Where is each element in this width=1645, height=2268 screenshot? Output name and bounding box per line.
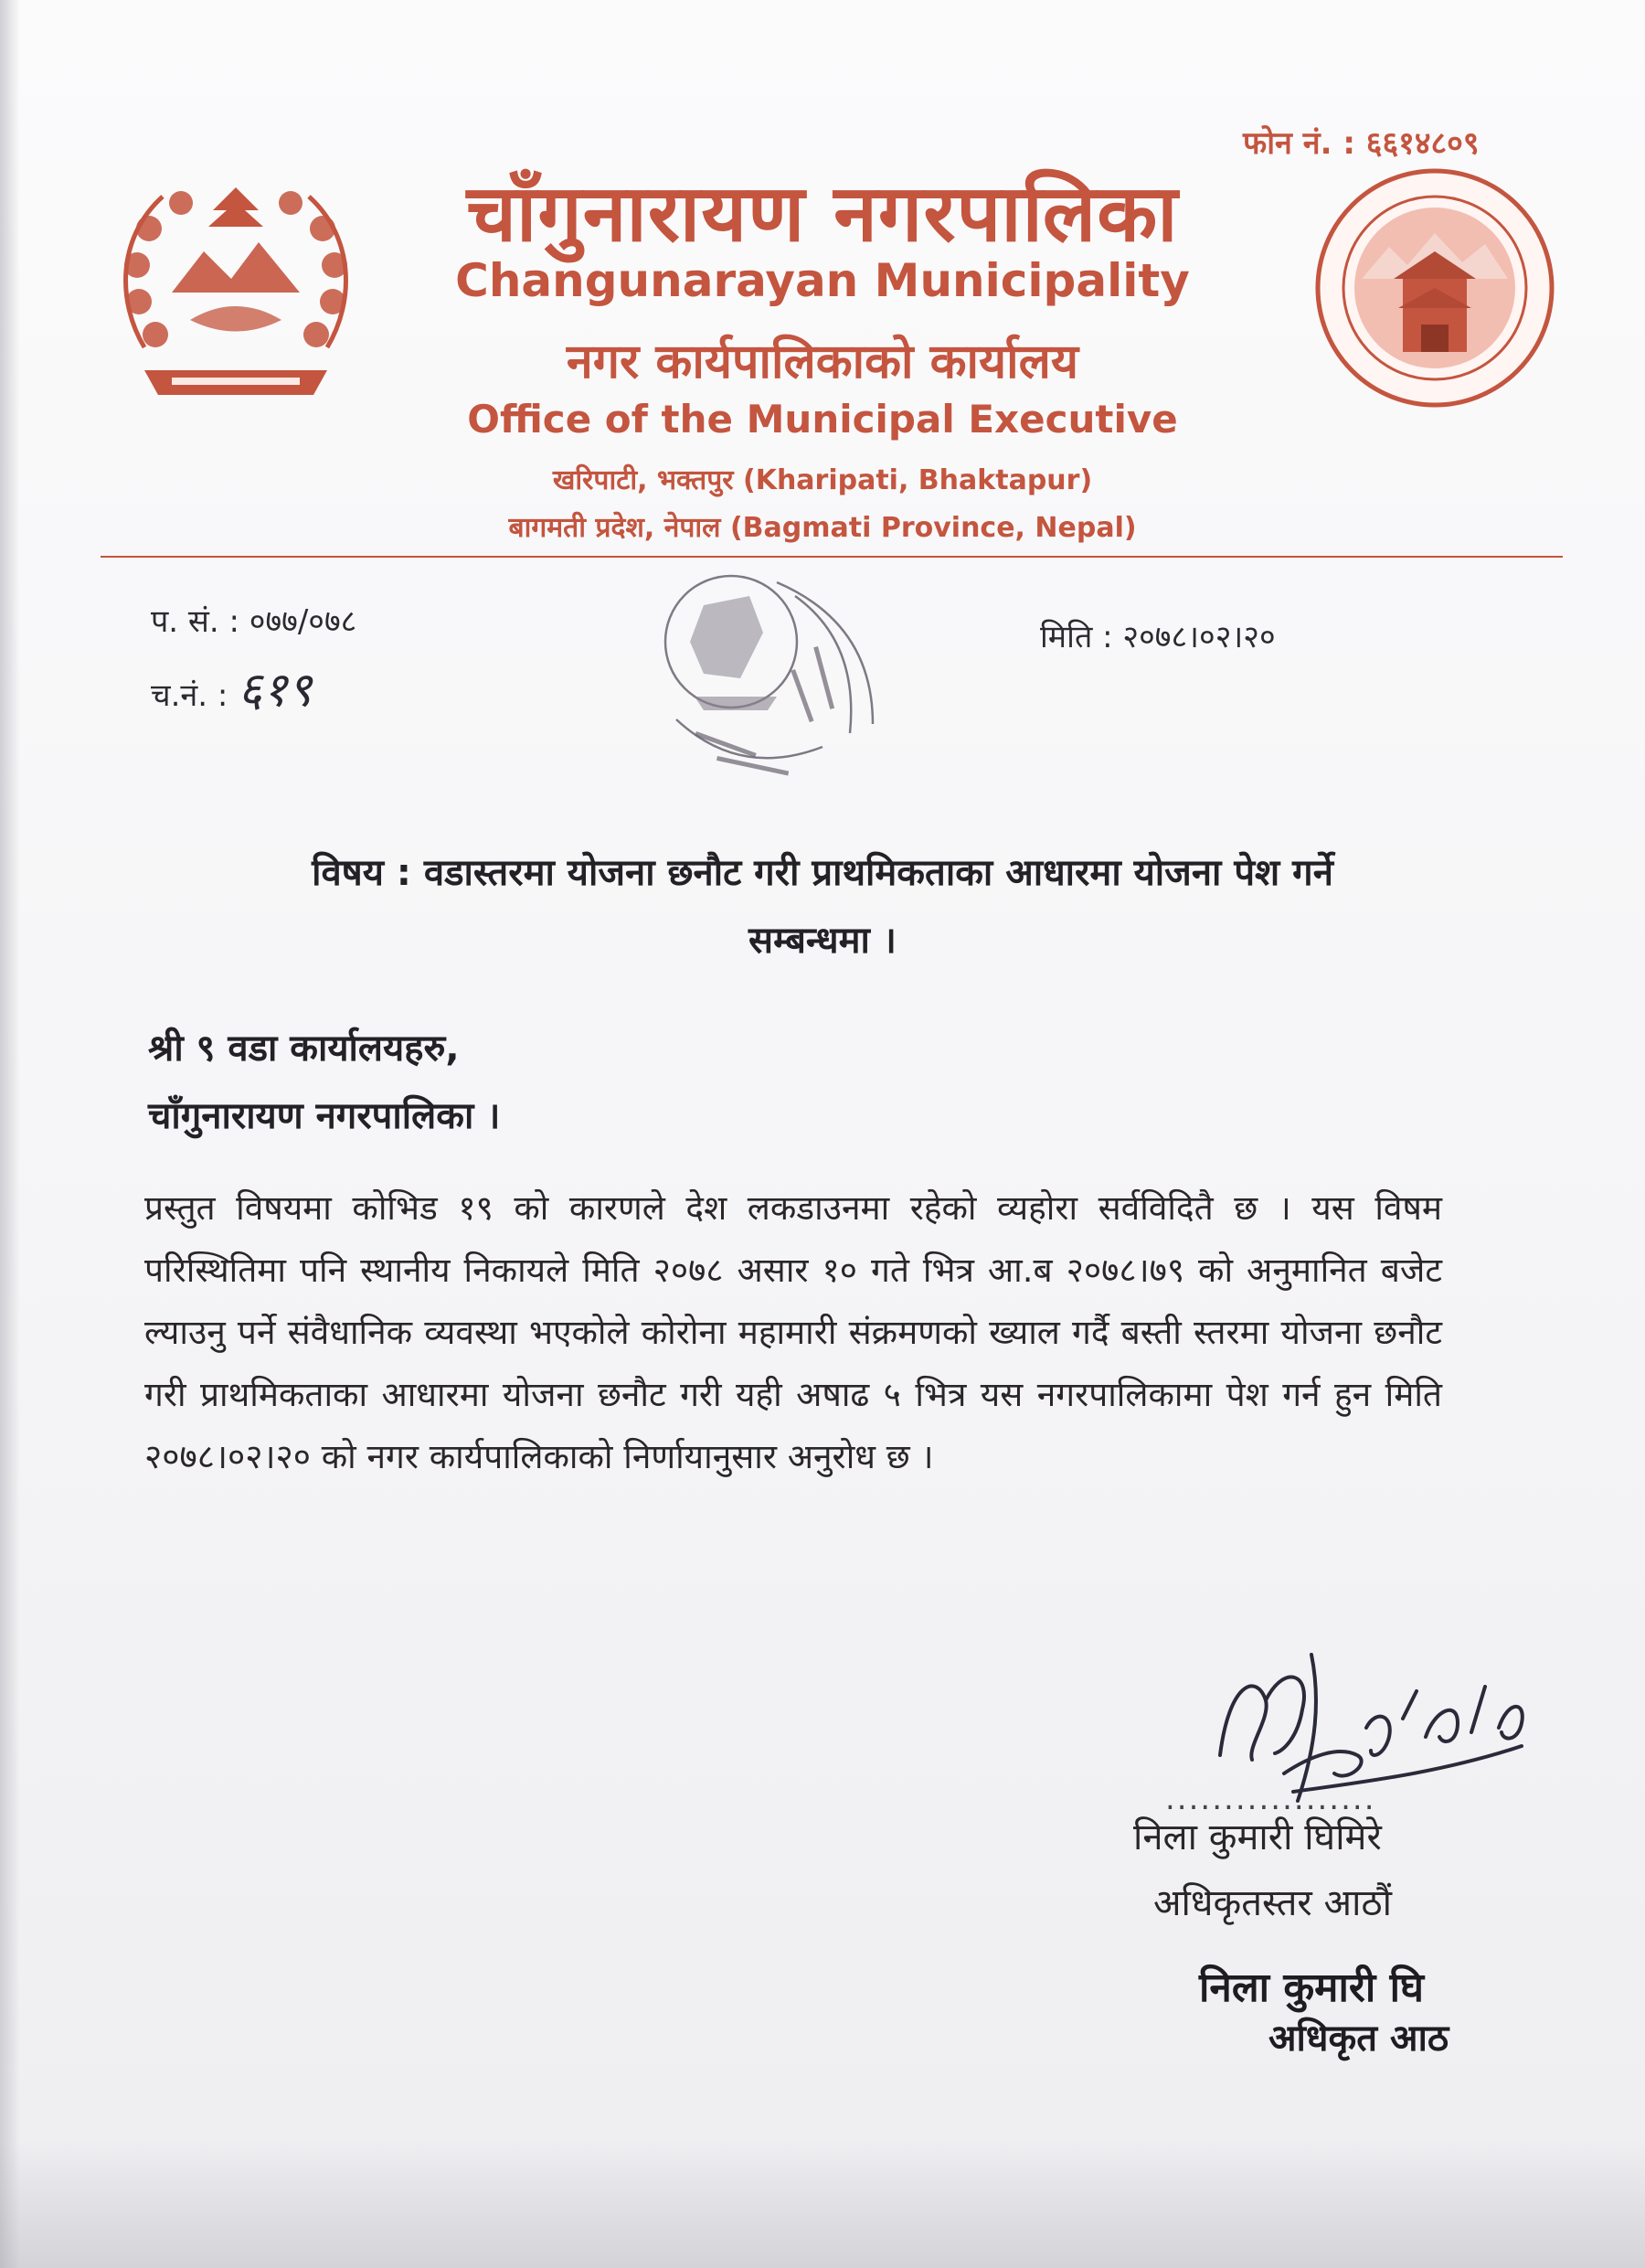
address-line-1: खरिपाटी, भक्तपुर (Kharipati, Bhaktapur) xyxy=(552,464,1093,496)
addressee-line-2: चाँगुनारायण नगरपालिका । xyxy=(148,1095,501,1137)
letter-subject xyxy=(146,839,1499,974)
name-stamp: निला कुमारी घि xyxy=(1199,1965,1424,2011)
office-name-english: Office of the Municipal Executive xyxy=(467,397,1178,442)
address-line-2: बागमती प्रदेश, नेपाल (Bagmati Province, Nepal) xyxy=(508,512,1137,544)
reference-label: प. सं. : xyxy=(151,603,239,640)
municipality-name-english: Changunarayan Municipality xyxy=(455,254,1190,307)
office-name-nepali: नगर कार्यपालिकाको कार्यालय xyxy=(566,335,1079,389)
letter-date xyxy=(1040,614,1276,656)
signature-dotted-line: .................. xyxy=(1165,1781,1376,1817)
signatory-post: अधिकृतस्तर आठौं xyxy=(1153,1882,1392,1924)
municipality-name-nepali: चाँगुनारायण नगरपालिका xyxy=(466,168,1179,260)
reference-number xyxy=(151,599,356,641)
reference-value: ०७७/०७८ xyxy=(249,603,357,640)
date-label: मिति : xyxy=(1040,619,1113,655)
addressee xyxy=(148,1015,500,1150)
dispatch-value-handwritten: ६१९ xyxy=(238,663,313,718)
subject-line-2: सम्बन्धमा । xyxy=(748,920,897,962)
subject-line-1: विषय : वडास्तरमा योजना छनौट गरी प्राथमिकताका आधारमा योजना पेश गर्ने xyxy=(312,852,1333,894)
phone-number: फोन नं. : ६६१४८०९ xyxy=(1243,125,1480,162)
addressee-line-1: श्री ९ वडा कार्यालयहरु, xyxy=(148,1028,460,1070)
dispatch-label: च.नं. : xyxy=(151,677,228,714)
header-divider xyxy=(101,556,1563,558)
date-value: २०७८।०२।२० xyxy=(1122,619,1276,655)
dispatch-number xyxy=(151,655,312,720)
signatory-name: निला कुमारी घिमिरे xyxy=(1133,1816,1382,1858)
post-stamp: अधिकृत आठ xyxy=(1268,2018,1449,2060)
page-bottom-shadow xyxy=(0,2140,1645,2268)
letter-body: प्रस्तुत विषयमा कोभिड १९ को कारणले देश लकडाउनमा रहेको व्यहोरा सर्वविदितै छ । यस विषम परिस्थितिमा पनि स्थानीय निकायले मिति २०७८ असार १० गते भित्र आ.ब २०७८।७९ को अनुमानित बजेट ल्याउनु पर्ने संवैधानिक व्यवस्था भएकोले कोरोना महामारी संक्रमणको ख्याल गर्दै बस्ती स्तरमा योजना छनौट गरी प्राथमिकताका आधारमा योजना छनौट गरी यही अषाढ ५ भित्र यस नगरपालिकामा पेश गर्न हुन मिति २०७८।०२।२० को नगर कार्यपालिकाको निर्णायानुसार अनुरोध छ । xyxy=(144,1188,1442,1476)
office-stamp-icon xyxy=(640,559,896,797)
